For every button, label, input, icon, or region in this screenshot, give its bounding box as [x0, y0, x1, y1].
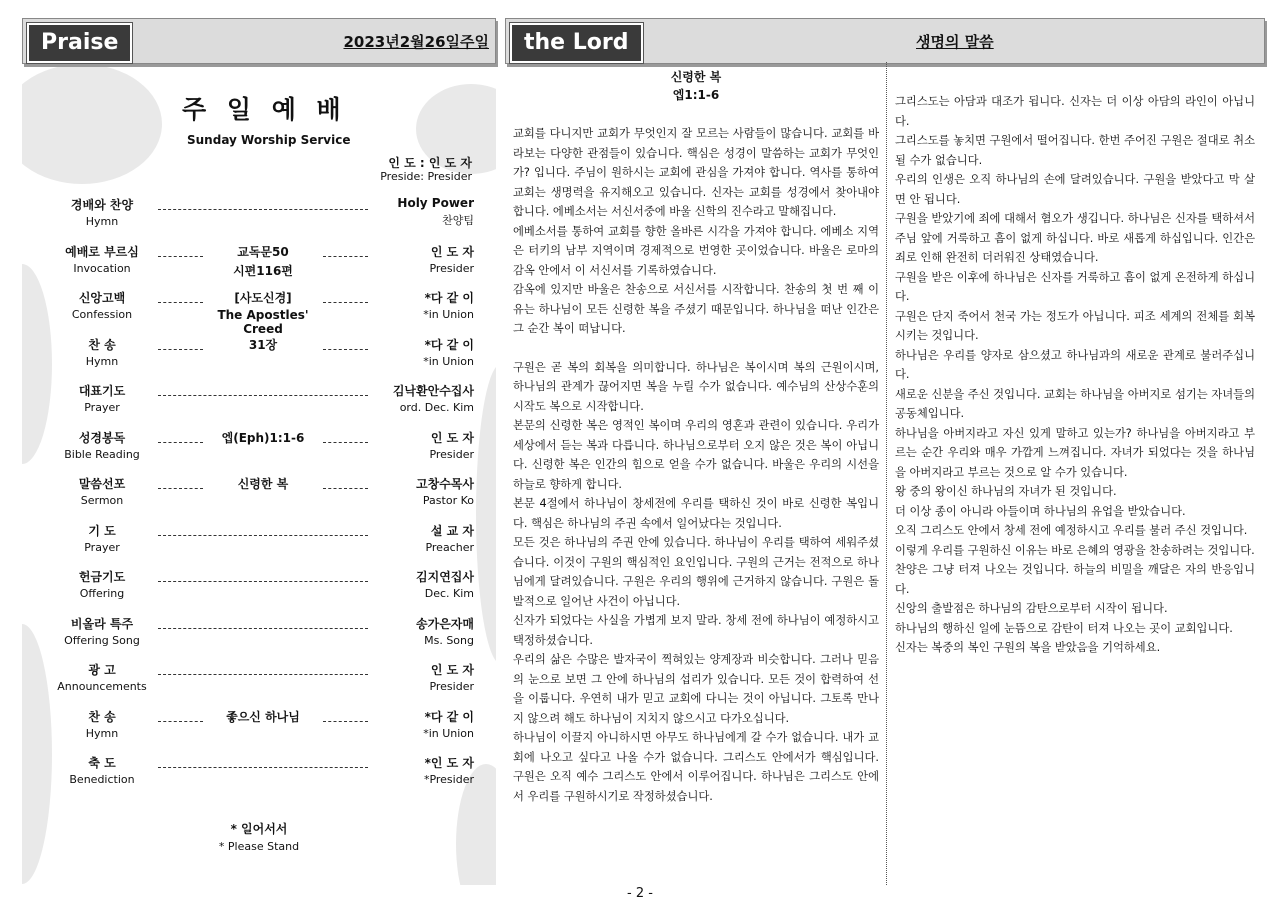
order-item-leader — [374, 336, 474, 368]
leader-name-en: Ms. Song — [424, 633, 474, 647]
worship-order-list — [52, 196, 474, 801]
dotted-leader — [158, 442, 203, 443]
worship-order-row — [52, 708, 474, 755]
sermon-paragraph: 신자는 복중의 복인 구원의 복을 받았음을 기억하세요. — [895, 641, 1161, 654]
order-item-leader — [374, 475, 474, 507]
order-item-detail — [203, 475, 323, 494]
dotted-leader — [158, 535, 368, 536]
worship-order-row — [52, 522, 474, 569]
order-item-ko: 헌금기도 — [78, 570, 126, 584]
leader-name: *다 같 이 — [424, 709, 474, 724]
sermon-paragraph: 이렇게 우리를 구원하신 이유는 바로 은혜의 영광을 찬송하려는 것입니다. — [895, 543, 1255, 557]
dotted-leader — [158, 349, 203, 350]
sermon-paragraph: 하나님이 이끌지 아니하시면 아무도 하나님에게 갈 수가 없습니다. 내가 교회에 나오고 싶다고 나올 수가 없습니다. 그리스도 안에서가 핵심입니다. 구원은 오직 예수 그리스도 안에서 이루어집니다. 하나님은 그리스도 안에서 우리를 구원하시기로 작정하셨습니다. — [513, 731, 879, 803]
dotted-leader — [158, 628, 368, 629]
page-title: 생명의 말씀 — [916, 33, 994, 51]
preside-label: 인 도 : 인 도 자 — [388, 156, 472, 170]
order-item-name — [52, 382, 152, 414]
order-item-ko: 경배와 찬양 — [70, 198, 134, 212]
leader-name-en: Presider — [429, 680, 474, 693]
worship-order-row — [52, 754, 474, 801]
order-item-leader — [374, 243, 474, 275]
leader-name: 인 도 자 — [430, 663, 474, 677]
sermon-paragraph: 구원은 곧 복의 회복을 의미합니다. 하나님은 복이시며 복의 근원이시며, 하나님의 관계가 끊어지면 복을 누릴 수가 없습니다. 예수님의 산상수훈의 시작도 복으로 시작합니다. — [513, 360, 879, 413]
order-item-leader — [374, 568, 474, 600]
leader-name-en: Presider — [429, 447, 474, 461]
dotted-leader — [158, 302, 203, 303]
order-item-ko: 광 고 — [88, 663, 116, 677]
order-detail-line1: 엡(Eph)1:1-6 — [221, 430, 305, 445]
sermon-paragraph: 감옥에 있지만 바울은 찬송으로 서신서를 시작합니다. 찬송의 첫 번 째 이유는 하나님이 모든 신령한 복을 주셨기 때문입니다. 하나님을 떠난 인간은 그 순간 복이 떠납니다. — [513, 283, 879, 335]
dotted-leader — [158, 767, 368, 768]
order-item-en: Invocation — [73, 261, 131, 275]
order-item-name — [52, 243, 152, 275]
order-detail-line2: 시편116편 — [233, 263, 293, 278]
order-item-en: Confession — [71, 308, 133, 321]
leader-name: *인 도 자 — [424, 756, 474, 770]
sermon-paragraph: 우리의 인생은 오직 하나님의 손에 달려있습니다. 구원을 받았다고 막 살면 안 됩니다. — [895, 173, 1255, 206]
sermon-paragraph: 우리의 삶은 수많은 발자국이 찍혀있는 양계장과 비슷합니다. 그러나 믿음의 눈으로 보면 그 안에 하나님의 섭리가 있습니다. 모든 것이 합력하여 선을 이룹니다. 우연히 내가 믿고 교회에 다니는 것이 아닙니다. 그토록 만나지 않으려 해도 하나님이 지치지 않으시고 다가오십니다. — [513, 653, 879, 725]
worship-order-row — [52, 475, 474, 522]
order-item-name — [52, 289, 152, 321]
sermon-paragraph: 구원을 받은 이후에 하나님은 신자를 거룩하고 흠이 없게 온전하게 하십니다. — [895, 270, 1255, 303]
order-item-leader — [374, 429, 474, 461]
worship-order-page — [22, 18, 496, 885]
leader-name: *다 같 이 — [424, 291, 474, 305]
order-item-leader — [374, 661, 474, 693]
order-detail-line2: The Apostles' Creed — [217, 308, 309, 336]
leader-name-en: ord. Dec. Kim — [399, 401, 474, 414]
sermon-paragraph: 교회를 다니지만 교회가 무엇인지 잘 모르는 사람들이 많습니다. 교회를 바라보는 다양한 관점들이 있습니다. 핵심은 성경이 말씀하는 교회가 무엇인가? 입니다. 주님이 원하시는 교회에 관심을 가져야 합니다. 역사를 통하여 교회는 생명력을 유지해오고 있습니다. 신자는 교회를 성경에서 찾아내야 합니다. 에베소서는 서신서중에 바울 신학의 진수라고 말해집니다. — [513, 127, 879, 218]
dotted-leader — [158, 395, 368, 396]
sermon-paragraph: 왕 중의 왕이신 하나님의 자녀가 된 것입니다. — [895, 485, 1117, 498]
order-item-leader — [374, 754, 474, 786]
dotted-leader — [323, 488, 368, 489]
order-item-name — [52, 568, 152, 600]
worship-order-row — [52, 615, 474, 662]
order-item-detail — [203, 708, 323, 727]
order-item-ko: 축 도 — [88, 756, 116, 770]
dotted-leader — [323, 302, 368, 303]
order-item-en: Prayer — [84, 540, 120, 554]
sermon-title: 신령한 복 — [670, 70, 722, 84]
worship-order-row — [52, 336, 474, 383]
order-item-en: Announcements — [57, 680, 147, 693]
sermon-paragraph: 그리스도를 놓치면 구원에서 떨어집니다. 한번 주어진 구원은 절대로 취소될 수가 없습니다. — [895, 134, 1255, 167]
column-divider — [886, 62, 887, 885]
order-item-ko: 예배로 부르심 — [65, 244, 139, 259]
stand-note-en: * Please Stand — [218, 840, 300, 853]
leader-name-en: Dec. Kim — [424, 587, 474, 600]
order-item-name — [52, 708, 152, 740]
leader-name: Holy Power — [397, 196, 474, 210]
dotted-leader — [158, 674, 368, 675]
order-item-ko: 찬 송 — [88, 709, 116, 724]
order-item-leader — [374, 196, 474, 228]
dotted-leader — [158, 256, 203, 257]
order-item-name — [52, 196, 152, 228]
stand-note-ko: * 일어서서 — [230, 822, 288, 836]
order-item-leader — [374, 382, 474, 414]
order-item-en: Prayer — [84, 401, 120, 414]
order-item-en: Sermon — [80, 494, 124, 507]
worship-order-row — [52, 568, 474, 615]
sermon-paragraph: 하나님은 우리를 양자로 삼으셨고 하나님과의 새로운 관계로 불러주십니다. — [895, 348, 1255, 381]
sermon-paragraph: 그리스도는 아담과 대조가 됩니다. 신자는 더 이상 아담의 라인이 아닙니다. — [895, 95, 1255, 128]
paragraph-gap — [513, 339, 879, 358]
preside-label-en: Preside: Presider — [380, 170, 472, 183]
worship-order-row — [52, 243, 474, 290]
order-item-detail — [203, 243, 323, 279]
sermon-paragraph: 구원을 받았기에 죄에 대해서 혐오가 생깁니다. 하나님은 신자를 택하셔서 주님 앞에 거룩하고 흠이 없게 하십니다. 바로 새롭게 하십입니다. 인간은 죄로 인해 완전히 더러워진 상태였습니다. — [895, 212, 1255, 264]
service-subtitle: Sunday Worship Service — [187, 133, 351, 147]
order-item-ko: 비올라 특주 — [70, 616, 134, 631]
sermon-paragraph: 하나님의 행하신 일에 눈뜸으로 감탄이 터져 나오는 곳이 교회입니다. — [895, 621, 1233, 635]
worship-order-row — [52, 289, 474, 336]
leader-name: 김낙환안수집사 — [392, 384, 474, 398]
order-item-name — [52, 522, 152, 554]
sermon-reference: 엡1:1-6 — [672, 88, 720, 102]
sermon-paragraph: 모든 것은 하나님의 주권 안에 있습니다. 하나님이 우리를 택하여 세워주셨습니다. 이것이 구원의 핵심적인 요인입니다. 구원의 근거는 전적으로 하나님에게 달려있습니다. 구원은 우리의 행위에 근거하지 않습니다. 구원은 돌발적으로 일어난 사건이 아닙니다. — [513, 536, 879, 608]
sermon-paragraph: 찬양은 그냥 터져 나오는 것입니다. 하늘의 비밀을 깨달은 자의 반응입니다. — [895, 563, 1255, 596]
dotted-leader — [323, 721, 368, 722]
service-date: 2023년2월26일주일 — [343, 33, 489, 51]
dotted-leader — [323, 256, 368, 257]
order-item-ko: 성경봉독 — [78, 430, 126, 445]
order-item-en: Hymn — [85, 726, 119, 740]
order-item-en: Offering — [79, 587, 125, 600]
sermon-paragraph: 새로운 신분을 주신 것입니다. 교회는 하나님을 아버지로 섬기는 자녀들의 공동체입니다. — [895, 387, 1255, 420]
order-detail-line1: 좋으신 하나님 — [226, 709, 300, 724]
sermon-paragraph: 본문의 신령한 복은 영적인 복이며 우리의 영혼과 관련이 있습니다. 우리가 세상에서 듣는 복과 다릅니다. 하나님으로부터 오지 않은 것은 복이 아닙니다. 신령한 복은 인간의 힘으로 얻을 수가 없습니다. 바울은 우리의 시선을 하늘로 향하게 합니다. — [513, 419, 879, 491]
dotted-leader — [158, 721, 203, 722]
service-title: 주 일 예 배 — [182, 95, 347, 124]
leader-name-en: *in Union — [423, 308, 474, 321]
leader-name: 인 도 자 — [430, 244, 474, 259]
dotted-leader — [158, 209, 368, 210]
leader-name-en: *in Union — [423, 354, 474, 368]
leader-name: 고창수목사 — [416, 477, 474, 491]
order-item-name — [52, 661, 152, 693]
sermon-paragraph: 하나님을 아버지라고 자신 있게 말하고 있는가? 하나님을 아버지라고 부르는 순간 우리와 매우 가깝게 느껴집니다. 자녀가 되었다는 것을 하나님을 아버지라고 부르는 것으로 알 수가 있습니다. — [895, 426, 1255, 479]
leader-name-en: *Presider — [423, 773, 474, 786]
please-stand-note — [22, 820, 496, 853]
dotted-leader — [323, 349, 368, 350]
sermon-page — [505, 18, 1265, 885]
page-number: - 2 - — [627, 886, 653, 901]
dotted-leader — [323, 442, 368, 443]
order-item-detail — [203, 336, 323, 355]
order-item-en: Hymn — [85, 354, 119, 368]
order-item-ko: 신앙고백 — [78, 291, 126, 305]
section-tag: the Lord — [510, 23, 643, 63]
page-header — [505, 18, 1265, 64]
order-item-ko: 대표기도 — [78, 384, 126, 398]
order-item-name — [52, 615, 152, 647]
leader-name-en: 찬양팀 — [442, 214, 474, 227]
order-detail-line1: [사도신경] — [234, 291, 292, 305]
leader-name-en: Pastor Ko — [422, 494, 474, 507]
order-item-en: Offering Song — [64, 633, 140, 647]
order-item-ko: 찬 송 — [88, 337, 116, 352]
order-item-leader — [374, 615, 474, 647]
order-item-leader — [374, 522, 474, 554]
order-item-ko: 기 도 — [88, 523, 116, 538]
order-detail-line1: 교독문50 — [237, 244, 289, 259]
order-item-leader — [374, 708, 474, 740]
order-item-name — [52, 475, 152, 507]
sermon-paragraph: 신자가 되었다는 사실을 가볍게 보지 말라. 창세 전에 하나님이 예정하시고 택정하셨습니다. — [513, 614, 879, 647]
order-item-en: Bible Reading — [64, 447, 140, 461]
leader-name: 설 교 자 — [430, 523, 474, 538]
leader-name: *다 같 이 — [424, 337, 474, 352]
sermon-paragraph: 오직 그리스도 안에서 창세 전에 예정하시고 우리를 불러 주신 것입니다. — [895, 524, 1248, 537]
order-item-detail — [203, 289, 323, 336]
leader-name-en: Presider — [429, 261, 474, 275]
order-item-leader — [374, 289, 474, 321]
order-detail-line1: 31장 — [248, 337, 278, 352]
sermon-paragraph: 본문 4절에서 하나님이 창세전에 우리를 택하신 것이 바로 신령한 복입니다. 핵심은 하나님의 주권 속에서 일어났다는 것입니다. — [513, 497, 879, 530]
order-item-name — [52, 429, 152, 461]
leader-name-en: Preacher — [425, 540, 474, 554]
sermon-column-2 — [895, 62, 1255, 885]
leader-name: 송가은자매 — [416, 616, 474, 631]
order-item-ko: 말씀선포 — [78, 477, 126, 491]
order-item-name — [52, 754, 152, 786]
page-header — [22, 18, 496, 64]
order-item-name — [52, 336, 152, 368]
order-item-en: Benediction — [69, 773, 135, 786]
order-item-en: Hymn — [85, 215, 119, 228]
dotted-leader — [158, 581, 368, 582]
worship-order-row — [52, 382, 474, 429]
sermon-paragraph: 에베소서를 통하여 교회를 향한 올바른 시각을 가져야 합니다. 에베소 지역은 터키의 남부 지역이며 경제적으로 번영한 곳이었습니다. 바울은 로마의 감옥 안에서 이 서신서를 기록하였습니다. — [513, 224, 879, 277]
leader-name: 김지연집사 — [416, 570, 474, 584]
leader-name-en: *in Union — [423, 726, 474, 740]
worship-order-row — [52, 661, 474, 708]
order-detail-line1: 신령한 복 — [237, 477, 289, 491]
sermon-paragraph: 더 이상 종이 아니라 아들이며 하나님의 유업을 받았습니다. — [895, 504, 1186, 518]
sermon-paragraph: 신앙의 출발점은 하나님의 감탄으로부터 시작이 됩니다. — [895, 602, 1168, 615]
section-tag: Praise — [27, 23, 132, 63]
sermon-paragraph: 구원은 단지 죽어서 천국 가는 정도가 아닙니다. 피조 세계의 전체를 회복시키는 것입니다. — [895, 309, 1255, 342]
worship-order-row — [52, 196, 474, 243]
order-item-detail — [203, 429, 323, 448]
leader-name: 인 도 자 — [430, 430, 474, 445]
dotted-leader — [158, 488, 203, 489]
sermon-column-1 — [513, 62, 879, 885]
worship-order-row — [52, 429, 474, 476]
